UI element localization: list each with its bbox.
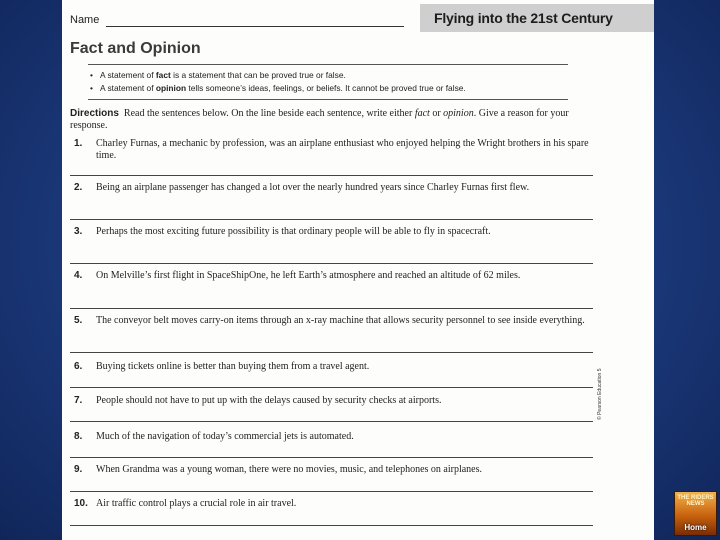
directions: Directions Read the sentences below. On the line beside each sentence, write either fact or opinion. Give a reason for your response. bbox=[70, 108, 569, 131]
question-1: 1. Charley Furnas, a mechanic by profession, was an airplane enthusiast who enjoyed helping the Wright brothers in his spare time. bbox=[74, 138, 589, 161]
question-2: 2. Being an airplane passenger has changed a lot over the nearly hundred years since Charley Furnas first flew. bbox=[74, 182, 530, 193]
home-button-label: Home bbox=[684, 523, 707, 532]
name-label: Name bbox=[70, 14, 100, 26]
answer-line-10[interactable] bbox=[70, 525, 593, 526]
home-button[interactable] bbox=[674, 491, 717, 536]
question-7: 7. People should not have to put up with the delays caused by security checks at airports. bbox=[74, 395, 442, 406]
answer-line-9[interactable] bbox=[70, 491, 593, 492]
unit-banner: Flying into the 21st Century bbox=[420, 4, 654, 32]
question-8: 8. Much of the navigation of today’s commercial jets is automated. bbox=[74, 431, 354, 442]
answer-line-8[interactable] bbox=[70, 457, 593, 458]
definition-fact: • A statement of fact is a statement that can be proved true or false. bbox=[88, 69, 568, 82]
definitions-box bbox=[88, 64, 568, 100]
question-3: 3. Perhaps the most exciting future possibility is that ordinary people will be able to fly in spacecraft. bbox=[74, 226, 491, 237]
question-9: 9. When Grandma was a young woman, there were no movies, music, and telephones on airplanes. bbox=[74, 464, 482, 475]
question-5: 5. The conveyor belt moves carry-on items through an x-ray machine that allows security personnel to see inside everything. bbox=[74, 315, 585, 326]
answer-line-3[interactable] bbox=[70, 263, 593, 264]
copyright-note: © Pearson Education 5 bbox=[597, 368, 603, 420]
definition-opinion: • A statement of opinion tells someone’s ideas, feelings, or beliefs. It cannot be proved true or false. bbox=[88, 82, 568, 95]
riders-news-logo: THE RIDERS NEWS bbox=[677, 495, 714, 507]
page-title: Fact and Opinion bbox=[70, 40, 201, 57]
answer-line-5[interactable] bbox=[70, 352, 593, 353]
answer-line-2[interactable] bbox=[70, 219, 593, 220]
question-6: 6. Buying tickets online is better than buying them from a travel agent. bbox=[74, 361, 370, 372]
answer-line-7[interactable] bbox=[70, 421, 593, 422]
question-10: 10. Air traffic control plays a crucial role in air travel. bbox=[74, 498, 297, 509]
answer-line-4[interactable] bbox=[70, 308, 593, 309]
name-line bbox=[106, 26, 404, 27]
question-4: 4. On Melville’s first flight in SpaceShipOne, he left Earth’s atmosphere and reached an altitude of 62 miles. bbox=[74, 270, 521, 281]
worksheet-page bbox=[62, 0, 654, 540]
answer-line-1[interactable] bbox=[70, 175, 593, 176]
answer-line-6[interactable] bbox=[70, 387, 593, 388]
